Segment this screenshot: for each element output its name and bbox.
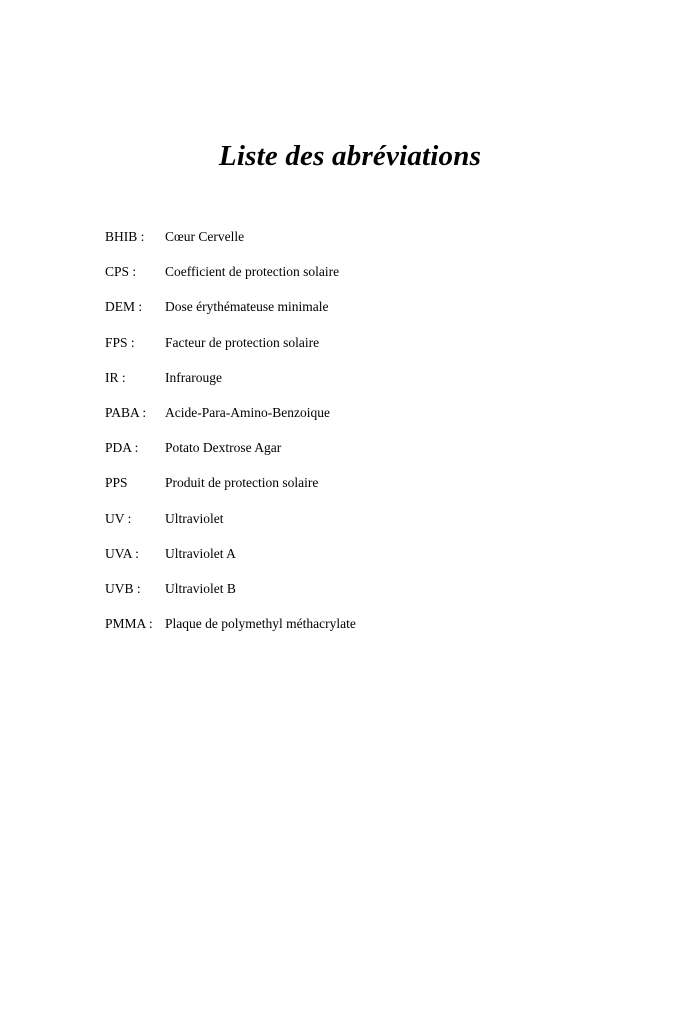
abbreviation-row: [105, 263, 625, 298]
abbreviation-term: FPS :: [105, 334, 135, 350]
abbreviation-term: PMMA :: [105, 616, 153, 632]
abbreviation-term: DEM :: [105, 299, 143, 315]
abbreviation-row: [105, 298, 625, 333]
abbreviation-definition: Cœur Cervelle: [165, 229, 245, 244]
abbreviation-row: [105, 545, 625, 580]
abbreviation-definition: Dose érythémateuse minimale: [165, 299, 329, 315]
abbreviation-definition: Infrarouge: [165, 369, 222, 385]
abbreviation-term: UV :: [105, 510, 132, 526]
abbreviation-term: UVA :: [105, 545, 139, 561]
abbreviation-definition: Potato Dextrose Agar: [165, 440, 282, 456]
page-title: Liste des abréviations: [218, 140, 482, 172]
abbreviation-definition: Produit de protection solaire: [165, 475, 319, 491]
abbreviation-row: [105, 334, 625, 369]
abbreviation-definition: Ultraviolet B: [165, 580, 236, 596]
abbreviation-term: UVB :: [105, 580, 141, 596]
abbreviation-term: PPS: [105, 475, 128, 491]
abbreviation-row: [105, 615, 625, 650]
abbreviation-row: [105, 474, 625, 509]
abbreviation-term: IR :: [105, 369, 126, 385]
abbreviation-term: BHIB :: [105, 229, 145, 244]
abbreviation-definition: Facteur de protection solaire: [165, 334, 320, 350]
abbreviation-definition: Ultraviolet A: [165, 545, 236, 561]
abbreviation-list: [105, 228, 625, 650]
abbreviation-definition: Ultraviolet: [165, 510, 224, 526]
abbreviation-definition: Plaque de polymethyl méthacrylate: [165, 616, 356, 632]
abbreviation-definition: Coefficient de protection solaire: [165, 264, 340, 280]
abbreviation-row: [105, 510, 625, 545]
abbreviation-row: [105, 404, 625, 439]
abbreviation-definition: Acide-Para-Amino-Benzoique: [165, 404, 330, 420]
abbreviation-row: [105, 228, 625, 263]
abbreviation-row: [105, 580, 625, 615]
abbreviation-term: CPS :: [105, 264, 137, 280]
abbreviation-term: PABA :: [105, 404, 147, 420]
abbreviation-term: PDA :: [105, 440, 139, 456]
abbreviation-row: [105, 439, 625, 474]
abbreviation-row: [105, 369, 625, 404]
